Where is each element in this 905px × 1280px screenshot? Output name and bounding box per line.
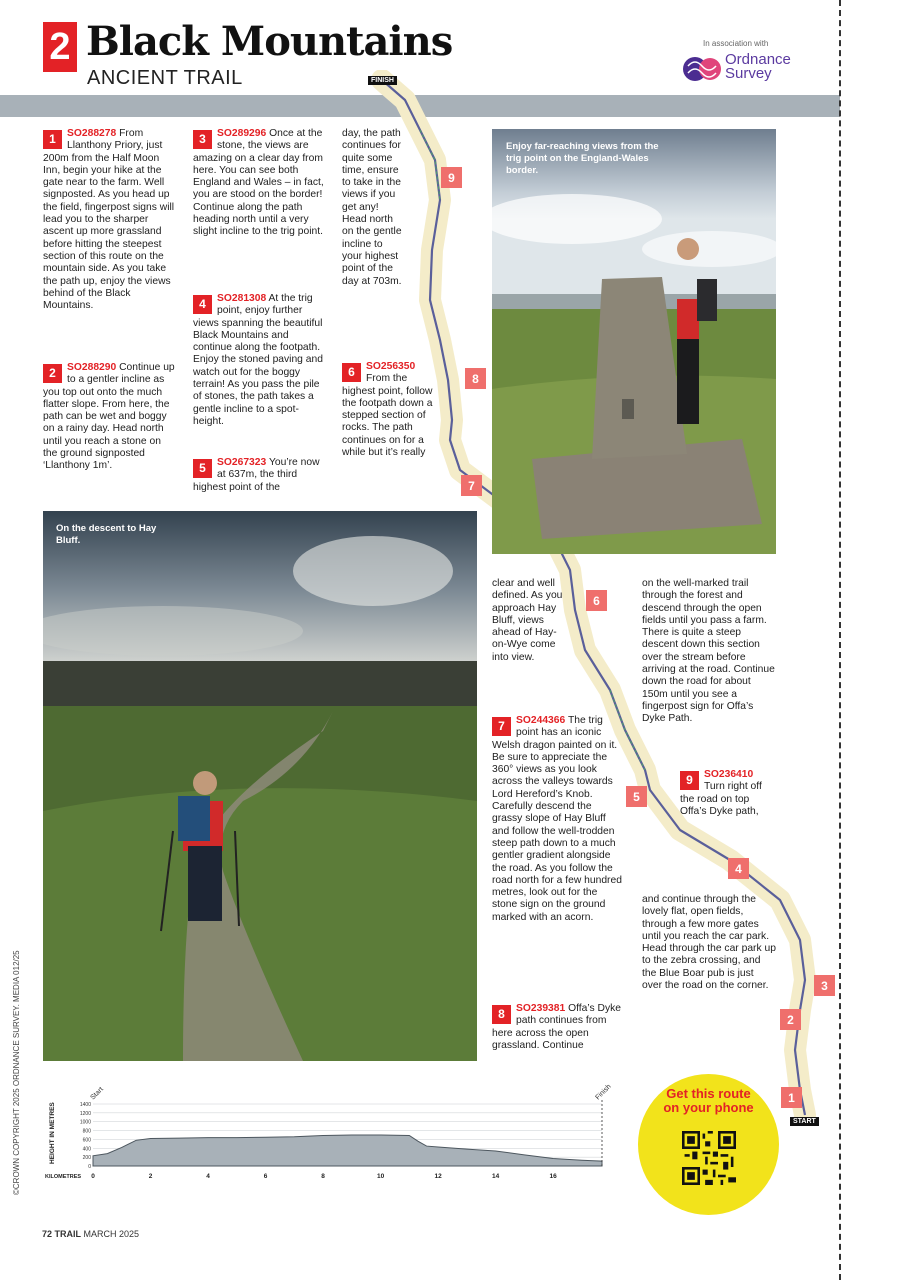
step-text: From the highest point, follow the footpath down a stepped section of rocks. The path continues on for a while but it’s really: [342, 373, 433, 459]
step-text: day, the path continues for quite some time, ensure to take in the views if you get any! Head north on the gentle incline to your highest point of the day at 703m.: [342, 128, 402, 287]
step-badge: 4: [193, 295, 212, 314]
chart-start-label: Start: [89, 1086, 105, 1102]
step-1: [43, 128, 178, 312]
map-marker-3: 3: [814, 975, 835, 996]
grid-ref: SO236410: [704, 769, 754, 780]
x-tick-label: 10: [376, 1173, 385, 1180]
grid-ref: SO256350: [366, 361, 416, 372]
map-marker-6: 6: [586, 590, 607, 611]
y-tick-label: 1400: [79, 1102, 91, 1108]
x-tick-label: 0: [91, 1173, 95, 1180]
x-tick-label: 6: [263, 1173, 268, 1180]
step-text: Continue up to a gentler incline as you top out onto the much flatter slope. From here, the path can be wet and boggy on a rainy day. Head north until you reach a stone on the ground signposted ‘Llanthony 1m’.: [43, 362, 175, 472]
finish-label: FINISH: [368, 76, 397, 85]
start-label: START: [790, 1117, 819, 1126]
y-tick-label: 1200: [79, 1110, 91, 1117]
x-tick-label: 4: [206, 1173, 210, 1180]
x-tick-label: 14: [491, 1173, 500, 1180]
x-tick-label: 12: [434, 1173, 442, 1180]
map-marker-4: 4: [728, 858, 749, 879]
y-tick-label: 600: [82, 1137, 91, 1144]
step-8: [492, 1003, 622, 1052]
step-9-continued: [642, 894, 776, 992]
x-tick-label: 8: [321, 1173, 325, 1180]
step-badge: 9: [680, 771, 699, 790]
chart-x-axis-label: KILOMETRES: [45, 1174, 82, 1180]
grid-ref: SO288278: [67, 128, 117, 139]
step-badge: 7: [492, 717, 511, 736]
step-4: [193, 293, 326, 428]
grid-ref: SO281308: [217, 293, 267, 304]
map-marker-8: 8: [465, 368, 486, 389]
step-text: Offa’s Dyke path continues from here across the open grassland. Continue: [492, 1003, 621, 1051]
elevation-profile-chart: [40, 1080, 620, 1185]
app-promo-title-line2: on your phone: [663, 1100, 754, 1115]
map-marker-7: 7: [461, 475, 482, 496]
step-text: on the well-marked trail through the forest and descend through the open fields until you pass a farm. There is quite a steep descent down this section over the stream before arriving at the road. Continue down the road for about 150m until you see a fingerpost sign for Offa’s Dyke Path.: [642, 578, 775, 725]
step-text: The trig point has an iconic Welsh dragon painted on it. Be sure to appreciate the 360° views as you look across the valleys towards Lord Hereford’s Knob. Carefully descend the grassy slope of Hay Bluff and follow the well-trodden steep path down to a much gentler gradient alongside the road. As you follow the road north for a few hundred metres, look out for the stone sign on the ground marked with an acorn.: [492, 715, 622, 923]
page-subtitle: ANCIENT TRAIL: [87, 67, 243, 89]
x-tick-label: 2: [148, 1173, 153, 1180]
y-tick-label: 200: [82, 1155, 91, 1162]
y-tick-label: 400: [82, 1146, 91, 1153]
y-tick-label: 1000: [79, 1119, 91, 1126]
step-text: Once at the stone, the views are amazing on a clear day from here. You can see both England and Wales – in fact, you are stood on the border! Continue along the path heading north until a very slight incline to the trig point.: [193, 128, 324, 238]
association-text: In association with: [703, 39, 769, 48]
page-number-label: 72 TRAIL: [42, 1229, 82, 1239]
step-3: [193, 128, 326, 239]
step-7: [492, 715, 622, 924]
trim-line: [839, 0, 841, 1280]
grid-ref: SO289296: [217, 128, 267, 139]
step-badge: 3: [193, 130, 212, 149]
x-tick-label: 16: [549, 1173, 557, 1180]
partner-line1: Ordnance: [725, 51, 791, 68]
step-badge: 5: [193, 459, 212, 478]
app-promo-title-line1: Get this route: [666, 1086, 751, 1101]
route-number: 2: [43, 22, 77, 72]
map-marker-9: 9: [441, 167, 462, 188]
trig-photo-caption: Enjoy far-reaching views from the trig point on the England-Wales border.: [506, 141, 659, 176]
descent-photo-caption: On the descent to Hay Bluff.: [56, 523, 157, 546]
copyright-notice: ©CROWN COPYRIGHT 2025 ORDNANCE SURVEY. MEDIA 012/25: [12, 950, 21, 1195]
step-text: Turn right off the road on top Offa’s Dyke path,: [680, 781, 762, 817]
step-text: At the trig point, enjoy further views spanning the beautiful Black Mountains and continue along the footpath. Enjoy the stoned paving and watch out for the boggy terrain! As you pass the pile of stones, the path takes a gentle incline to a spot-height.: [193, 293, 323, 427]
qr-code-icon[interactable]: [682, 1131, 736, 1185]
descent-photo: [43, 511, 477, 1061]
page-footer: [42, 1229, 139, 1239]
step-text: You’re now at 637m, the third highest point of the: [193, 457, 320, 493]
map-marker-5: 5: [626, 786, 647, 807]
step-badge: 6: [342, 363, 361, 382]
y-tick-label: 0: [88, 1164, 91, 1170]
grid-ref: SO267323: [217, 457, 267, 468]
step-2: [43, 362, 178, 473]
step-badge: 8: [492, 1005, 511, 1024]
step-6-continued: [492, 578, 570, 664]
trig-point-image: [492, 129, 776, 554]
step-badge: 1: [43, 130, 62, 149]
grid-ref: SO239381: [516, 1003, 566, 1014]
partner-line2: Survey: [725, 65, 772, 82]
chart-x-ticks: [91, 1173, 557, 1180]
map-marker-2: 2: [780, 1009, 801, 1030]
step-9: [680, 769, 776, 818]
step-text: From Llanthony Priory, just 200m from the Half Moon Inn, begin your hike at the gate near to the farm. Well signposted. As you head up the field, fingerpost signs will lead you to the sharper ascent up more grassland before hitting the steepest section of this route on the mountain side. As you take the path up, enjoy the views behind of the Black Mountains.: [43, 128, 175, 312]
step-badge: 2: [43, 364, 62, 383]
page-title: Black Mountains: [86, 18, 453, 65]
descent-image: [43, 511, 477, 1061]
step-8-continued: [642, 578, 776, 726]
app-promo-title[interactable]: [638, 1087, 779, 1115]
trig-point-photo: [492, 129, 776, 554]
y-tick-label: 800: [82, 1128, 91, 1135]
chart-y-axis-label: HEIGHT IN METRES: [49, 1102, 56, 1164]
chart-finish-label: Finish: [594, 1083, 613, 1102]
step-text: clear and well defined. As you approach Hay Bluff, views ahead of Hay-on-Wye come into view.: [492, 578, 563, 663]
step-5: [193, 457, 326, 494]
step-text: and continue through the lovely flat, open fields, through a few more gates until you reach the car park. Head through the car park up to the zebra crossing, and the Blue Boar pub is just over the road on the corner.: [642, 894, 776, 992]
grid-ref: SO244366: [516, 715, 566, 726]
map-marker-1: 1: [781, 1087, 802, 1108]
issue-date: MARCH 2025: [83, 1229, 140, 1239]
grid-ref: SO288290: [67, 362, 117, 373]
chart-y-ticks: [80, 1102, 91, 1170]
